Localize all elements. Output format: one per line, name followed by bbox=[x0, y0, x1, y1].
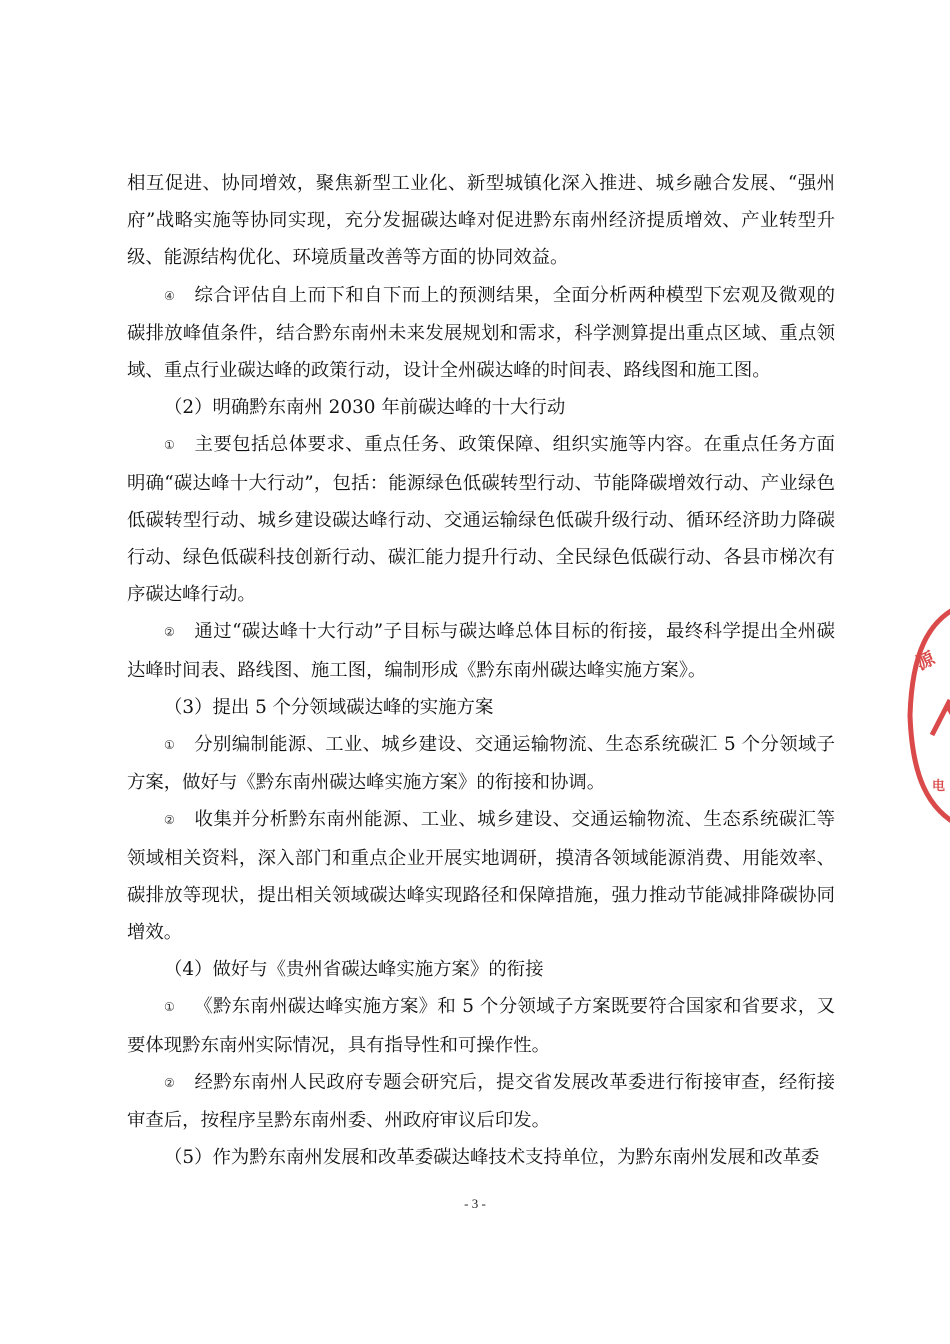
item-number: ① bbox=[164, 738, 175, 753]
page-number: - 3 - bbox=[464, 1196, 486, 1211]
seal-text-top: 源 bbox=[913, 648, 939, 675]
section-heading-3 bbox=[127, 689, 835, 726]
paragraph-text: 主要包括总体要求、重点任务、政策保障、组织实施等内容。在重点任务方面明确“碳达峰十大行动”，包括：能源绿色低碳转型行动、节能降碳增效行动、产业绿色低碳转型行动、城乡建设碳达峰行动、交通运输绿色低碳升级行动、循环经济助力降碳行动、绿色低碳科技创新行动、碳汇能力提升行动、全民绿色低碳行动、各县市梯次有序碳达峰行动。 bbox=[127, 434, 835, 606]
heading-text: （5）作为黔东南州发展和改革委碳达峰技术支持单位，为黔东南州发展和改革委 bbox=[164, 1147, 820, 1169]
section-heading-2 bbox=[127, 389, 835, 426]
section-heading-4 bbox=[127, 951, 835, 988]
paragraph-text: 相互促进、协同增效，聚焦新型工业化、新型城镇化深入推进、城乡融合发展、“强州府”战略实施等协同实现，充分发掘碳达峰对促进黔东南州经济提质增效、产业转型升级、能源结构优化、环境质量改善等方面的协同效益。 bbox=[127, 173, 835, 269]
paragraph-1 bbox=[127, 165, 835, 277]
item-number: ④ bbox=[164, 288, 175, 303]
paragraph-7 bbox=[127, 988, 835, 1063]
heading-text: （2）明确黔东南州 2030 年前碳达峰的十大行动 bbox=[164, 397, 566, 419]
item-number: ② bbox=[164, 1075, 175, 1090]
paragraph-8 bbox=[127, 1064, 835, 1139]
paragraph-2 bbox=[127, 277, 835, 390]
item-number: ② bbox=[164, 625, 175, 640]
paragraph-6 bbox=[127, 801, 835, 951]
paragraph-text: 综合评估自上而下和自下而上的预测结果，全面分析两种模型下宏观及微观的碳排放峰值条件，结合黔东南州未来发展规划和需求，科学测算提出重点区域、重点领域、重点行业碳达峰的政策行动，设计全州碳达峰的时间表、路线图和施工图。 bbox=[127, 284, 835, 382]
paragraph-3 bbox=[127, 426, 835, 613]
section-heading-5 bbox=[127, 1139, 835, 1176]
paragraph-5 bbox=[127, 726, 835, 801]
paragraph-text: 通过“碳达峰十大行动”子目标与碳达峰总体目标的衔接，最终科学提出全州碳达峰时间表、路线图、施工图，编制形成《黔东南州碳达峰实施方案》。 bbox=[127, 621, 835, 681]
paragraph-text: 收集并分析黔东南州能源、工业、城乡建设、交通运输物流、生态系统碳汇等领域相关资料，深入部门和重点企业开展实地调研，摸清各领域能源消费、用能效率、碳排放等现状，提出相关领域碳达峰实现路径和保障措施，强力推动节能减排降碳协同增效。 bbox=[127, 809, 835, 944]
heading-text: （3）提出 5 个分领域碳达峰的实施方案 bbox=[164, 696, 494, 718]
paragraph-text: 《黔东南州碳达峰实施方案》和 5 个分领域子方案既要符合国家和省要求，又要体现黔东南州实际情况，具有指导性和可操作性。 bbox=[127, 996, 835, 1056]
item-number: ① bbox=[164, 438, 175, 453]
paragraph-text: 经黔东南州人民政府专题会研究后，提交省发展改革委进行衔接审查，经衔接审查后，按程序呈黔东南州委、州政府审议后印发。 bbox=[127, 1071, 835, 1132]
item-number: ② bbox=[164, 813, 175, 828]
item-number: ① bbox=[164, 1000, 175, 1015]
heading-text: （4）做好与《贵州省碳达峰实施方案》的衔接 bbox=[164, 959, 544, 981]
seal-text-bottom: 电 bbox=[932, 779, 946, 794]
official-seal bbox=[902, 595, 950, 835]
seal-graphic bbox=[902, 595, 950, 835]
paragraph-text: 分别编制能源、工业、城乡建设、交通运输物流、生态系统碳汇 5 个分领域子方案，做好与《黔东南州碳达峰实施方案》的衔接和协调。 bbox=[127, 734, 835, 794]
document-body bbox=[127, 165, 835, 1176]
paragraph-4 bbox=[127, 613, 835, 688]
